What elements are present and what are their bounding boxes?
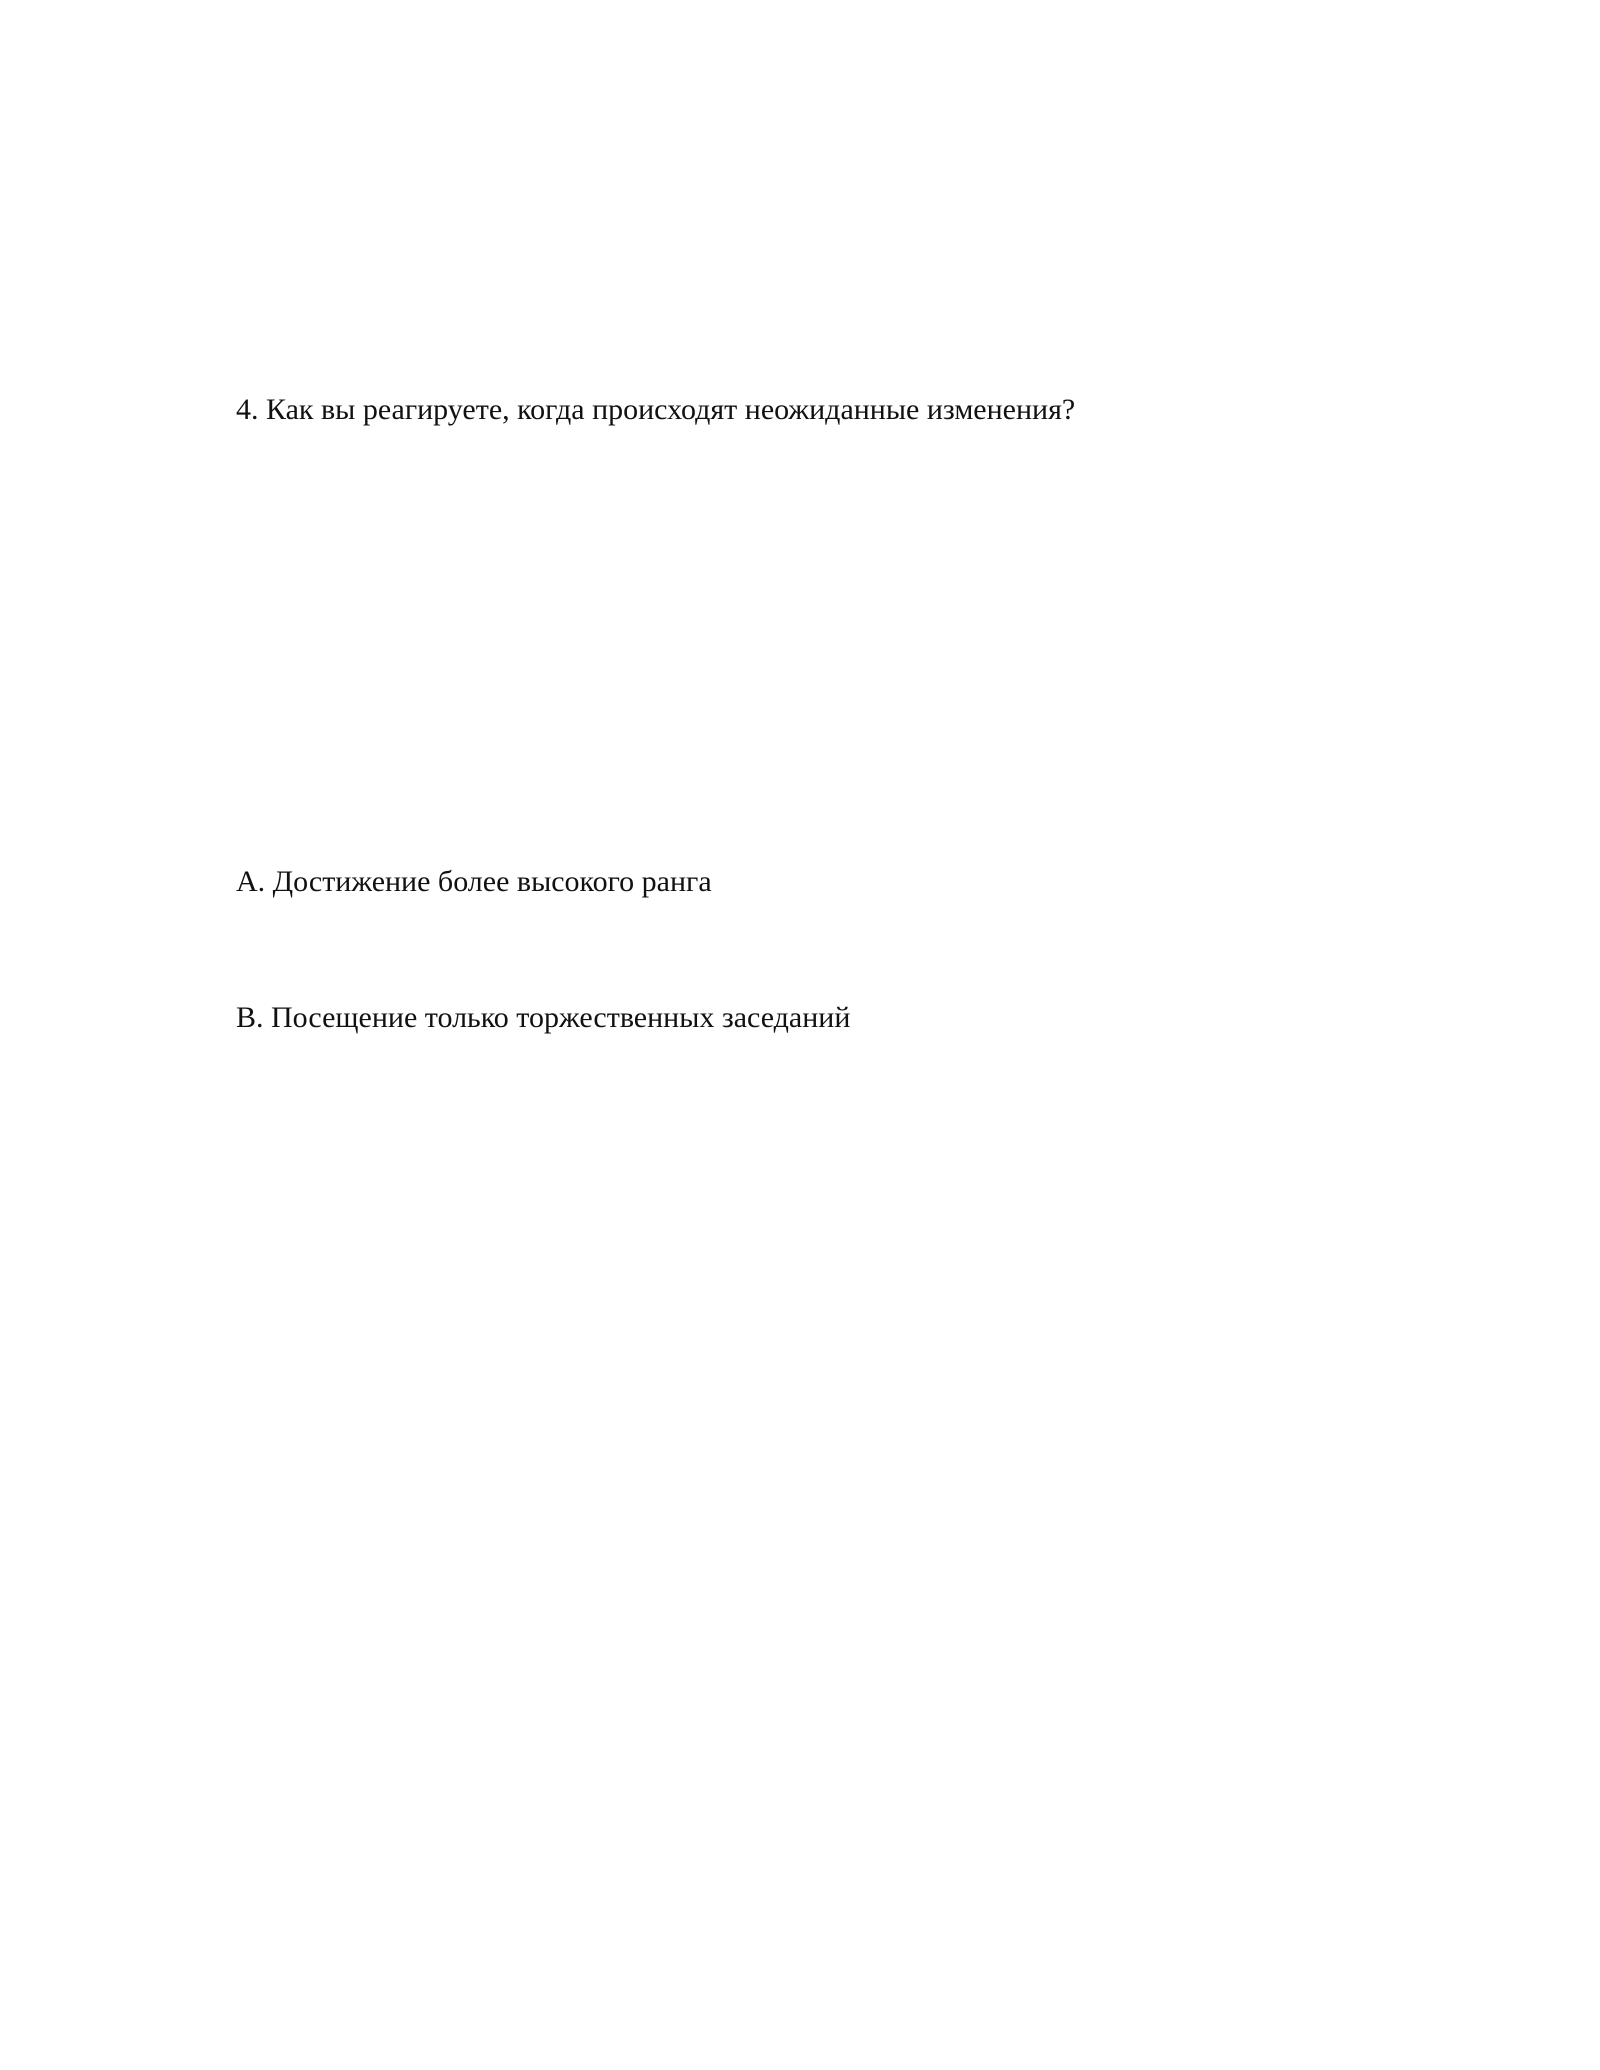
answer-option-b: B. Посещение только торжественных заседаний xyxy=(236,1001,851,1034)
question-text: 4. Как вы реагируете, когда происходят неожиданные изменения? xyxy=(236,393,1076,426)
answer-option-a: A. Достижение более высокого ранга xyxy=(236,865,712,898)
